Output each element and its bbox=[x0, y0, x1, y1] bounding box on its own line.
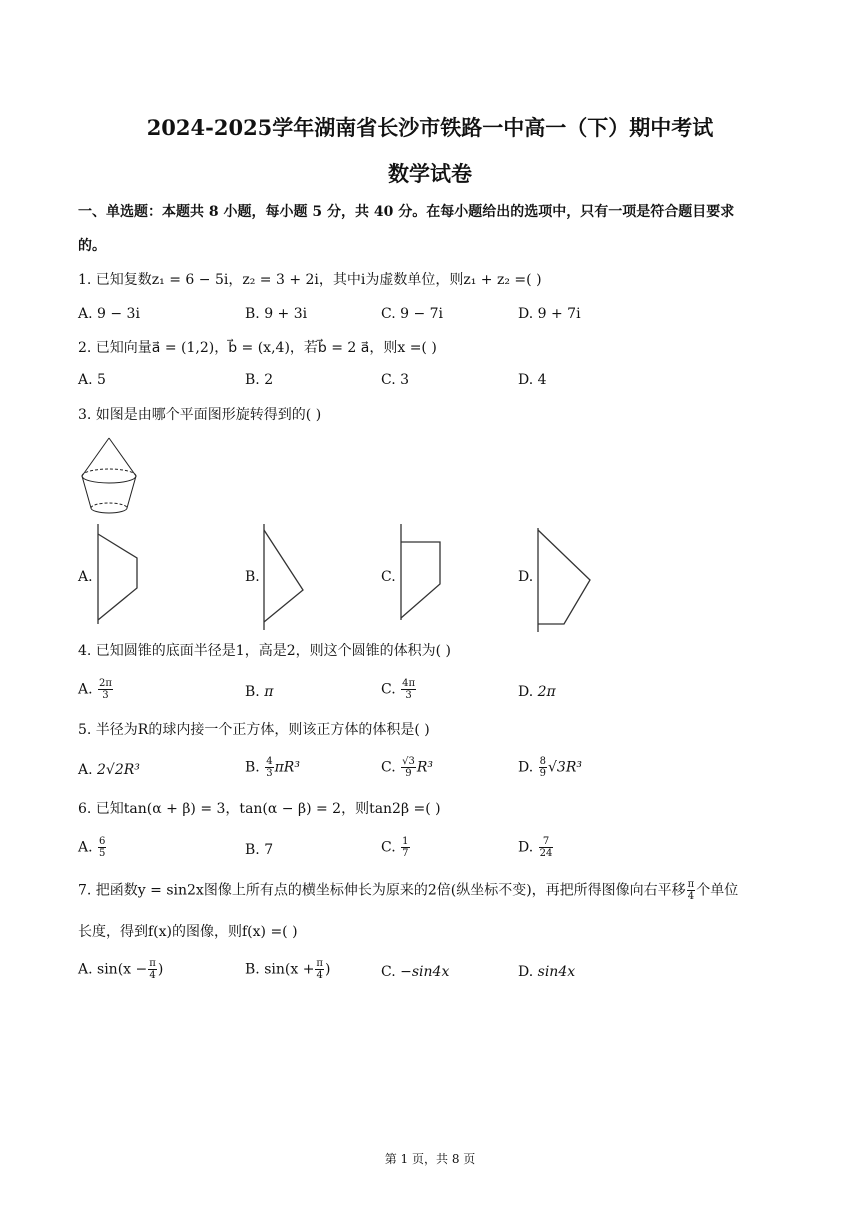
question-6-stem: 6. 已知tan(α + β) = 3，tan(α − β) = 2，则tan2β =( ) bbox=[78, 801, 441, 817]
question-7-stem-line1: 7. 把函数y = sin2x图像上所有点的横坐标伸长为原来的2倍(纵坐标不变)，再把所得图像向右平移 $\frac{\pi}{4}$ 个单位 bbox=[78, 879, 739, 902]
q7-option-a: A. sin(x − $\frac{\pi}{4}$ ) bbox=[78, 958, 164, 981]
q7-option-d: D. sin4x bbox=[518, 964, 576, 980]
q7-stem-fraction: $\frac{\pi}{4}$ bbox=[687, 879, 695, 902]
q3-option-b-figure bbox=[260, 522, 308, 632]
q6-option-d: D. $\frac{7}{24}$ bbox=[518, 836, 553, 859]
q1-option-b: B. 9 + 3i bbox=[245, 306, 308, 322]
q6-option-c: C. $\frac{1}{7}$ bbox=[381, 836, 409, 859]
q4-option-a-label: A. bbox=[78, 681, 93, 698]
q4-option-b: B. π bbox=[245, 684, 274, 700]
q4-option-a-fraction: $\frac{2\pi}{3}$ bbox=[99, 678, 112, 701]
question-2-stem: 2. 已知向量a⃗ = (1,2)，b⃗ = (x,4)，若b⃗ = 2 a⃗，则x =( ) bbox=[78, 340, 437, 356]
q4-option-a bbox=[78, 678, 114, 701]
q7-option-a-fraction: $\frac{\pi}{4}$ bbox=[149, 958, 156, 981]
q5-option-d: D. $\frac{8}{9}$ √3R³ bbox=[518, 756, 582, 779]
q1-option-a: A. 9 − 3i bbox=[78, 306, 140, 322]
q4-option-c-fraction: $\frac{4\pi}{3}$ bbox=[402, 678, 416, 701]
q1-option-d: D. 9 + 7i bbox=[518, 306, 581, 322]
q6-option-a-fraction: $\frac{6}{5}$ bbox=[99, 836, 106, 859]
q5-option-c-fraction: $\frac{√3}{9}$ bbox=[402, 756, 415, 779]
q5-option-a: A. 2√2R³ bbox=[78, 762, 140, 778]
exam-title: 2024-2025学年湖南省长沙市铁路一中高一（下）期中考试 bbox=[146, 115, 714, 140]
q7-option-c: C. −sin4x bbox=[381, 964, 450, 980]
q5-option-d-fraction: $\frac{8}{9}$ bbox=[539, 756, 547, 779]
q3-option-d-figure bbox=[534, 526, 594, 634]
question-4-stem: 4. 已知圆锥的底面半径是1，高是2，则这个圆锥的体积为( ) bbox=[78, 643, 451, 659]
q3-option-a-figure bbox=[94, 522, 142, 626]
q5-option-b-fraction: $\frac{4}{3}$ bbox=[266, 756, 273, 779]
q5-option-c: C. $\frac{√3}{9}$ R³ bbox=[381, 756, 434, 779]
q7-option-b: B. sin(x + $\frac{\pi}{4}$ ) bbox=[245, 958, 331, 981]
page-footer: 第 1 页，共 8 页 bbox=[384, 1152, 476, 1166]
q4-option-c: C. $\frac{4\pi}{3}$ bbox=[381, 678, 416, 701]
question-3-stem: 3. 如图是由哪个平面图形旋转得到的( ) bbox=[78, 407, 322, 423]
section-heading-line1: 一、单选题：本题共 8 小题，每小题 5 分，共 40 分。在每小题给出的选项中，只有一项是符合题目要求 bbox=[78, 204, 735, 220]
question-5-stem: 5. 半径为R的球内接一个正方体，则该正方体的体积是( ) bbox=[78, 722, 430, 738]
q3-option-b-label: B. bbox=[245, 569, 260, 585]
q7-option-b-fraction: $\frac{\pi}{4}$ bbox=[316, 958, 323, 981]
exam-subtitle: 数学试卷 bbox=[388, 161, 472, 186]
q2-option-c: C. 3 bbox=[381, 372, 410, 388]
q3-option-a-label: A. bbox=[78, 569, 93, 585]
q5-option-b: B. $\frac{4}{3}$ πR³ bbox=[245, 756, 300, 779]
question-1-stem: 1. 已知复数z₁ = 6 − 5i，z₂ = 3 + 2i，其中i为虚数单位，则z₁ + z₂ =( ) bbox=[78, 272, 542, 288]
q3-option-d-label: D. bbox=[518, 569, 534, 585]
q6-option-a: A. $\frac{6}{5}$ bbox=[78, 836, 106, 859]
q2-option-b: B. 2 bbox=[245, 372, 274, 388]
q6-option-d-fraction: $\frac{7}{24}$ bbox=[539, 836, 553, 859]
q6-option-b: B. 7 bbox=[245, 842, 274, 858]
solid-of-revolution-figure bbox=[78, 436, 144, 518]
q3-option-c-label: C. bbox=[381, 569, 396, 585]
question-7-stem-line2: 长度，得到f(x)的图像，则f(x) =( ) bbox=[78, 924, 298, 940]
q1-option-c: C. 9 − 7i bbox=[381, 306, 444, 322]
q2-option-a: A. 5 bbox=[78, 372, 106, 388]
q3-option-c-figure bbox=[397, 522, 445, 626]
q2-option-d: D. 4 bbox=[518, 372, 547, 388]
q6-option-c-fraction: $\frac{1}{7}$ bbox=[402, 836, 409, 859]
section-heading-line2: 的。 bbox=[78, 238, 106, 254]
q4-option-d: D. 2π bbox=[518, 684, 556, 700]
